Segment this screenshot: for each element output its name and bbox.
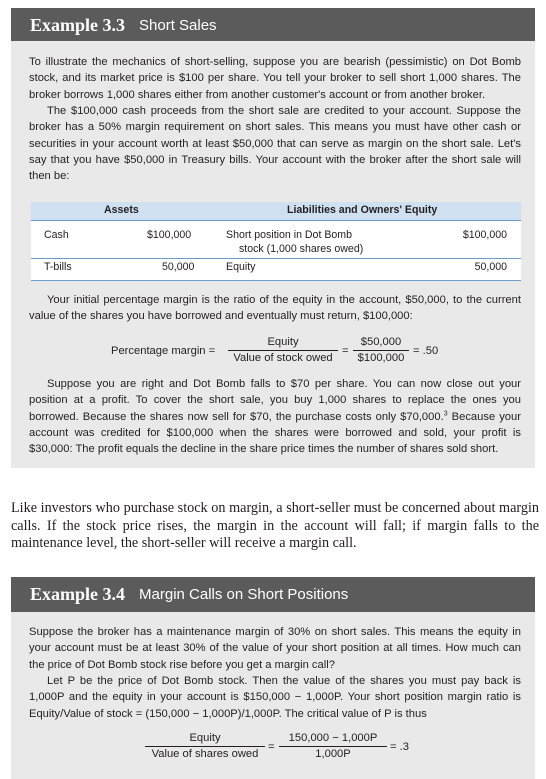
table-rule-middle: [31, 258, 521, 259]
example-3-4-paragraph-2: Let P be the price of Dot Bomb stock. Then the value of the shares you must pay back is 1,000P and the equity in your account is $150,000 − 1,000P. Your short position margin ratio is Equity/Value of stock = (150,000 − 1,000P)/1,000P. The critical value of P is thus: [29, 675, 521, 720]
table-rule-top: [31, 220, 521, 221]
table-row-2-liability-value: 50,000: [474, 261, 507, 273]
formula-equals: =: [342, 345, 349, 357]
formula-denominator-2: $100,000: [357, 352, 405, 364]
table-row-2-asset: T-bills: [44, 261, 72, 273]
formula-numerator-1: Equity: [189, 732, 221, 744]
formula-numerator-2: $50,000: [360, 336, 402, 348]
example-number: Example 3.4: [30, 584, 126, 604]
example-3-3-paragraph-1: To illustrate the mechanics of short-selling, suppose you are bearish (pessimistic) on Dot Bomb stock, and its market price is $100 per share. You tell your broker to sell short 1,000 shares. The broker borrows 1,000 shares either from another customer's account or from another broker.: [29, 56, 521, 101]
formula-equals: =: [268, 741, 275, 753]
example-3-3-paragraph-4: Suppose you are right and Dot Bomb falls to $70 per share. You can now close out your position at a profit. To cover the short sale, you buy 1,000 shares to replace the ones you borrowed. Because the shares now sell for $70, the purchase costs only $70,000.$^3$ Because your account was credited for $100,000 when the shares were borrowed and sold, your profit is $30,000: The profit equals the decline in the share price times the number of shares sold short.: [29, 378, 521, 456]
body-paragraph: Like investors who purchase stock on margin, a short-seller must be concerned about margin calls. If the stock price rises, the margin in the account will fall; if margin falls to the maintenance level, the short-seller will receive a margin call.: [11, 500, 539, 552]
liabilities-header: Liabilities and Owners' Equity: [287, 204, 438, 216]
formula-label: Percentage margin =: [111, 345, 216, 357]
table-row-2-asset-value: 50,000: [162, 261, 195, 273]
assets-header: Assets: [104, 204, 139, 216]
table-row-2-liability: Equity: [226, 261, 256, 273]
formula-denominator-1: Value of stock owed: [233, 352, 333, 364]
example-3-3-paragraph-3: Your initial percentage margin is the ratio of the equity in the account, $50,000, to the current value of the shares you have borrowed and eventually must return, $100,000:: [29, 294, 521, 323]
example-number: Example 3.3: [30, 15, 126, 35]
example-title: Short Sales: [139, 17, 217, 34]
formula-denominator-1: Value of shares owed: [151, 748, 259, 760]
table-row-1-asset: Cash: [44, 229, 69, 241]
table-row-1-asset-value: $100,000: [147, 229, 192, 241]
table-rule-bottom: [31, 280, 521, 281]
table-row-1-liability-line1: Short position in Dot Bomb: [226, 229, 353, 241]
account-table: [31, 202, 521, 281]
example-3-4-header: [11, 577, 535, 612]
example-3-3-header: [11, 8, 535, 43]
formula-denominator-2: 1,000P: [315, 748, 351, 760]
formula-result: = .50: [413, 345, 439, 357]
example-3-4-paragraph-1: Suppose the broker has a maintenance margin of 30% on short sales. This means the equity in your account must be at least 30% of the value of your short position at all times. How much can the price of Dot Bomb stock rise before you get a margin call?: [29, 626, 521, 671]
formula-numerator-2: 150,000 − 1,000P: [288, 732, 378, 744]
example-title: Margin Calls on Short Positions: [139, 586, 349, 603]
formula-result: = .3: [390, 741, 409, 753]
example-3-3-paragraph-2: The $100,000 cash proceeds from the short sale are credited to your account. Suppose the broker has a 50% margin requirement on short sales. This means you must have other cash or securities in your account worth at least $50,000 that can serve as margin on the short sale. Let's say that you have $50,000 in Treasury bills. Your account with the broker after the short sale will then be:: [29, 105, 521, 183]
formula-numerator-1: Equity: [267, 336, 299, 348]
table-row-1-liability-line2: stock (1,000 shares owed): [239, 243, 364, 255]
footnote-marker: 3: [443, 409, 448, 417]
table-row-1-liability-value: $100,000: [462, 229, 507, 241]
